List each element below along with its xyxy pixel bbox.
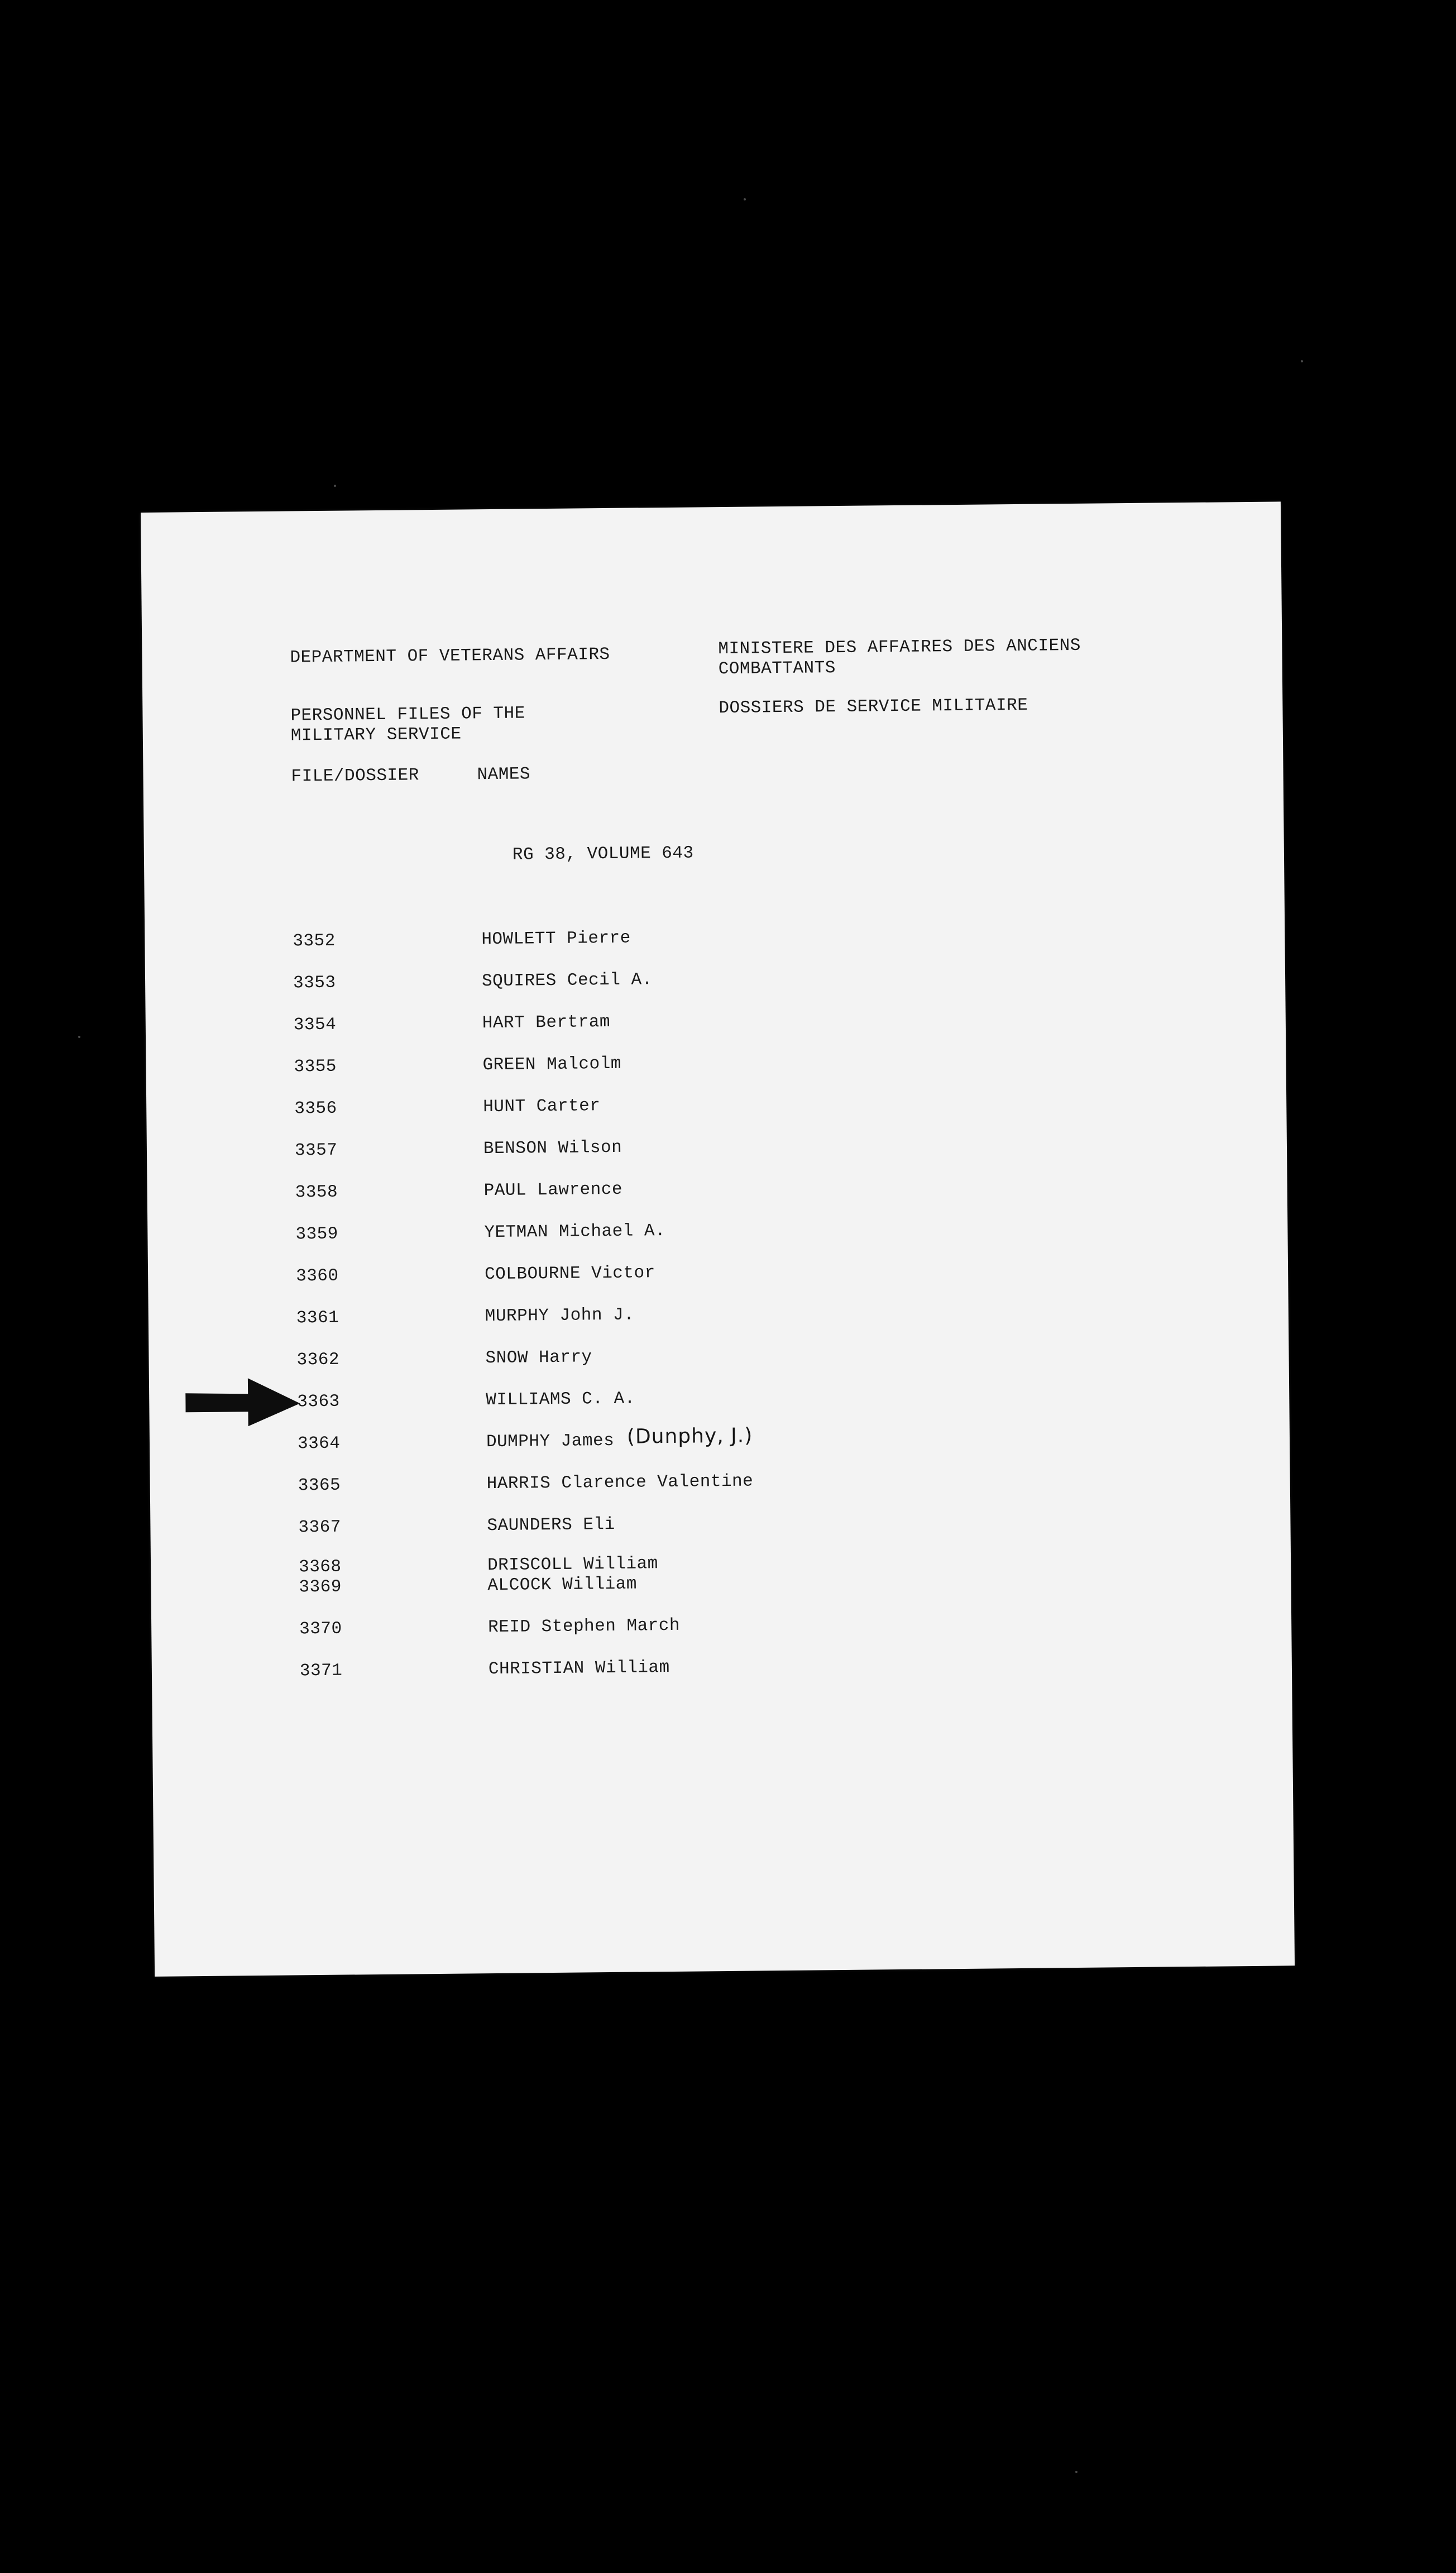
department-french-line-1: MINISTERE DES AFFAIRES DES ANCIENS [718, 635, 1081, 659]
dust-speck [334, 485, 336, 487]
file-number: 3354 [293, 1015, 337, 1035]
file-number: 3358 [295, 1182, 338, 1203]
person-name: ALCOCK William [487, 1574, 638, 1596]
person-name: BENSON Wilson [483, 1137, 622, 1159]
file-number: 3368 [298, 1557, 342, 1577]
department-english: DEPARTMENT OF VETERANS AFFAIRS [290, 644, 610, 668]
dust-speck [78, 1036, 80, 1038]
person-name: HUNT Carter [483, 1096, 601, 1117]
person-name: YETMAN Michael A. [484, 1221, 666, 1243]
file-number: 3360 [295, 1266, 339, 1286]
file-number: 3357 [294, 1140, 338, 1161]
file-number: 3363 [297, 1391, 340, 1412]
person-name: DUMPHY James [486, 1431, 615, 1452]
file-number: 3370 [299, 1619, 342, 1639]
person-name: HART Bertram [482, 1012, 611, 1034]
file-number: 3356 [294, 1098, 337, 1119]
file-number: 3359 [295, 1224, 339, 1245]
person-name: SNOW Harry [485, 1347, 592, 1369]
document-page [141, 501, 1295, 1976]
person-name: REID Stephen March [488, 1615, 681, 1638]
file-number: 3353 [293, 973, 336, 993]
file-number: 3371 [299, 1661, 343, 1681]
file-number: 3367 [298, 1517, 342, 1538]
files-english-line-1: PERSONNEL FILES OF THE [290, 704, 525, 726]
files-french: DOSSIERS DE SERVICE MILITAIRE [719, 695, 1028, 719]
person-name: SQUIRES Cecil A. [481, 970, 653, 992]
file-number: 3352 [293, 931, 336, 951]
person-name: CHRISTIAN William [488, 1657, 670, 1680]
person-name: PAUL Lawrence [483, 1179, 623, 1201]
file-number: 3355 [294, 1056, 337, 1077]
column-header-names: NAMES [477, 764, 531, 785]
person-name: MURPHY John J. [485, 1305, 635, 1327]
person-name: COLBOURNE Victor [484, 1263, 655, 1285]
person-name: HOWLETT Pierre [481, 928, 631, 950]
person-name: GREEN Malcolm [482, 1054, 622, 1075]
handwritten-annotation: (Dunphy, J.) [626, 1424, 753, 1448]
file-number: 3364 [297, 1433, 341, 1454]
person-name: HARRIS Clarence Valentine [486, 1471, 754, 1494]
file-number: 3362 [296, 1350, 340, 1370]
dust-speck [744, 198, 746, 200]
arrow-right-icon [185, 1376, 303, 1428]
volume-title: RG 38, VOLUME 643 [512, 843, 694, 865]
person-name: SAUNDERS Eli [487, 1514, 615, 1536]
person-name: WILLIAMS C. A. [486, 1389, 635, 1410]
dust-speck [1301, 360, 1303, 362]
file-number: 3365 [298, 1475, 341, 1496]
file-number: 3369 [299, 1577, 342, 1598]
files-english-line-2: MILITARY SERVICE [290, 724, 462, 746]
file-number: 3361 [296, 1308, 339, 1328]
person-name: DRISCOLL William [487, 1554, 658, 1576]
column-header-file: FILE/DOSSIER [291, 766, 419, 787]
department-french-line-2: COMBATTANTS [718, 658, 836, 680]
dust-speck [1075, 2471, 1077, 2473]
